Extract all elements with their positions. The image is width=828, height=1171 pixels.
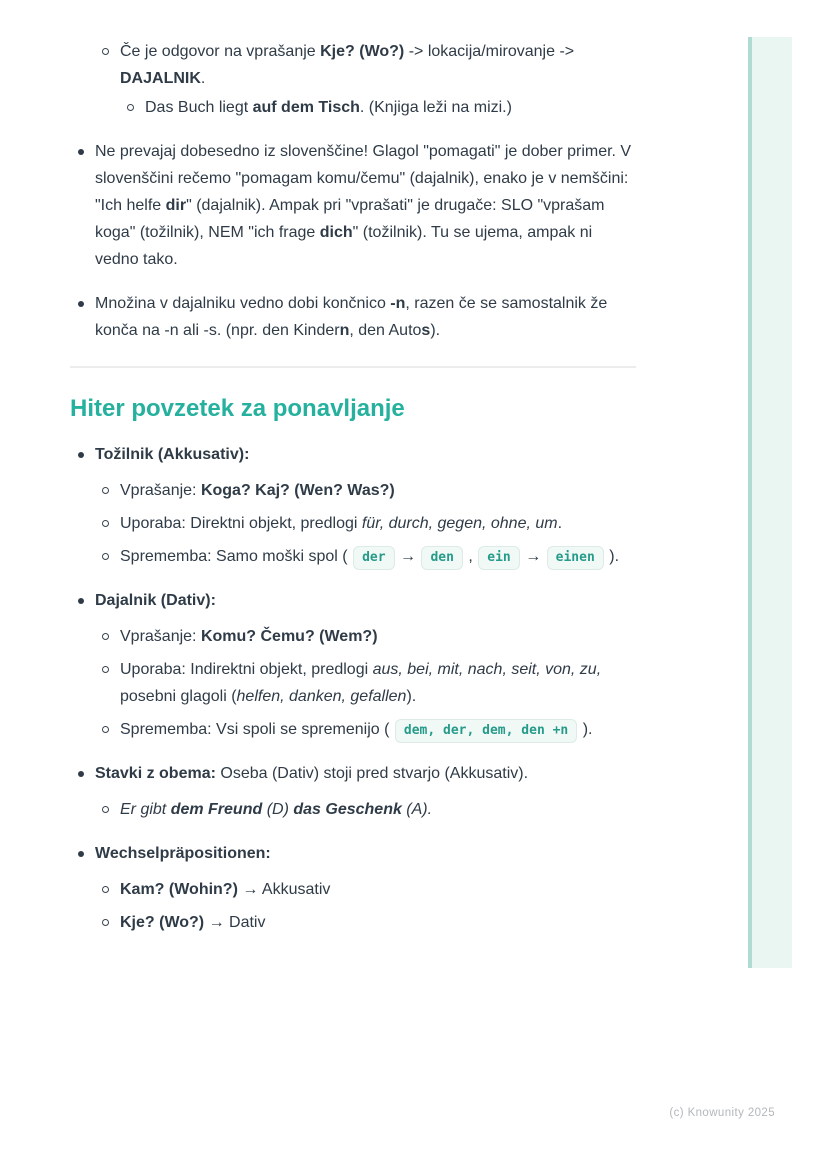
text-segment: , (463, 548, 478, 565)
list-item-sprememba-akkusativ (95, 543, 636, 570)
text-segment-bold: Kje? (Wo?) (320, 43, 405, 60)
footer-copyright: (c) Knowunity 2025 (669, 1107, 775, 1119)
text-segment-bold: -n (390, 295, 406, 312)
text-segment: " (dajalnik). Ampak pri "vprašati" je drugače: SLO "vprašam koga" (tožilnik), NEM "ich frage (95, 197, 605, 241)
text-segment-bold: DAJALNIK (120, 70, 201, 87)
term-title: Tožilnik (Akkusativ): (95, 446, 250, 463)
intro-list (95, 38, 636, 121)
text-segment: . (Knjiga leži na mizi.) (359, 99, 512, 116)
text-segment: Uporaba: Direktni objekt, predlogi (120, 515, 362, 532)
text-segment-bold: s (421, 322, 431, 339)
tozilnik-sub-list (95, 477, 636, 570)
text-segment: Oseba (Dativ) stoji pred stvarjo (Akkusativ). (215, 765, 529, 782)
text-segment-bold: Koga? Kaj? (Wen? Was?) (200, 482, 395, 499)
text-segment: Das Buch liegt (145, 99, 253, 116)
list-item-kje-rule (95, 38, 636, 121)
list-item-dajalnik (70, 587, 636, 743)
list-item-kje-wo (95, 909, 636, 936)
term-title: Dajalnik (Dativ): (95, 592, 216, 609)
term-title: Wechselpräpositionen: (95, 845, 271, 862)
text-segment: " (tožilnik). Tu se ujema, ampak ni vedno tako. (95, 224, 593, 268)
text-segment-italic: aus, bei, mit, nach, seit, von, zu, (372, 661, 602, 678)
text-segment: ). (578, 721, 593, 738)
text-segment-bold: dich (319, 224, 353, 241)
arrow-text: → (395, 548, 421, 565)
text-segment-bold: Kje? (Wo?) (120, 914, 205, 931)
text-segment: . (200, 70, 206, 87)
code-badge-ein: ein (478, 546, 519, 570)
summary-list (70, 441, 636, 936)
list-item-vprasanje-dativ (95, 623, 636, 650)
list-item-uporaba-akkusativ (95, 510, 636, 537)
text-segment: ). (406, 688, 417, 705)
text-segment: Uporaba: Indirektni objekt, predlogi (120, 661, 373, 678)
term-title: Stavki z obema: (95, 765, 216, 782)
text-segment: Vprašanje: (120, 628, 201, 645)
text-segment-italic: (A). (401, 801, 433, 818)
text-segment: ). (604, 548, 620, 565)
text-segment-bold: dir (165, 197, 187, 214)
text-segment: Sprememba: Samo moški spol ( (120, 548, 353, 565)
text-segment: Ne prevajaj dobesedno iz slovenščine! Glagol "pomagati" je dober primer. V slovenščini rečemo "pomagam komu/čemu" (dajalnik), enako je v nemščini: "Ich helfe (95, 143, 632, 214)
dajalnik-sub-list (95, 623, 636, 743)
text-segment: Množina v dajalniku vedno dobi končnico (95, 295, 391, 312)
intro-sub-list (120, 94, 636, 121)
text-segment-bold-italic: das Geschenk (293, 801, 402, 818)
notes-list (70, 138, 636, 344)
text-segment: , den Auto (349, 322, 422, 339)
list-item-mnozina (70, 290, 636, 344)
text-segment-italic: (D) (262, 801, 294, 818)
text-segment: -> lokacija/mirovanje -> (404, 43, 575, 60)
text-segment-bold: Kam? (Wohin?) (120, 881, 238, 898)
list-item-tozilnik (70, 441, 636, 570)
text-segment: Če je odgovor na vprašanje (120, 43, 321, 60)
list-item-sprememba-dativ (95, 716, 636, 743)
margin-highlight-bar (748, 37, 792, 968)
code-badge-dativ-forms: dem, der, dem, den +n (395, 719, 577, 743)
wechsel-sub-list (95, 876, 636, 936)
text-segment: posebni glagoli ( (120, 688, 237, 705)
note-content (70, 38, 636, 936)
text-segment-italic: für, durch, gegen, ohne, um (361, 515, 558, 532)
list-item-uporaba-dativ (95, 656, 636, 710)
list-item-das-buch-example (120, 94, 636, 121)
section-divider (70, 366, 636, 368)
summary-heading: Hiter povzetek za ponavljanje (70, 395, 405, 422)
text-segment-bold: auf dem Tisch (252, 99, 360, 116)
arrow-text: → Akkusativ (237, 881, 331, 898)
text-segment: . (557, 515, 563, 532)
text-segment-italic: helfen, danken, gefallen (236, 688, 407, 705)
code-badge-einen: einen (547, 546, 604, 570)
code-badge-der: der (353, 546, 394, 570)
list-item-wechselpraepositionen (70, 840, 636, 936)
text-segment-bold-italic: dem Freund (170, 801, 263, 818)
list-item-ne-prevajaj (70, 138, 636, 273)
arrow-text: → Dativ (204, 914, 266, 931)
list-item-stavki-z-obema (70, 760, 636, 823)
arrow-text: → (520, 548, 546, 565)
text-segment: Vprašanje: (120, 482, 201, 499)
text-segment-bold: Komu? Čemu? (Wem?) (200, 628, 378, 645)
text-segment: Sprememba: Vsi spoli se spremenijo ( (120, 721, 394, 738)
list-item-vprasanje-akkusativ (95, 477, 636, 504)
text-segment-italic: Er gibt (120, 801, 171, 818)
text-segment: , razen če se samostalnik že konča na -n ali -s. (npr. den Kinder (95, 295, 608, 339)
stavki-sub-list (95, 796, 636, 823)
text-segment: ). (430, 322, 441, 339)
text-segment-bold: n (339, 322, 350, 339)
list-item-er-gibt-example (95, 796, 636, 823)
list-item-kam-wohin (95, 876, 636, 903)
code-badge-den: den (421, 546, 462, 570)
